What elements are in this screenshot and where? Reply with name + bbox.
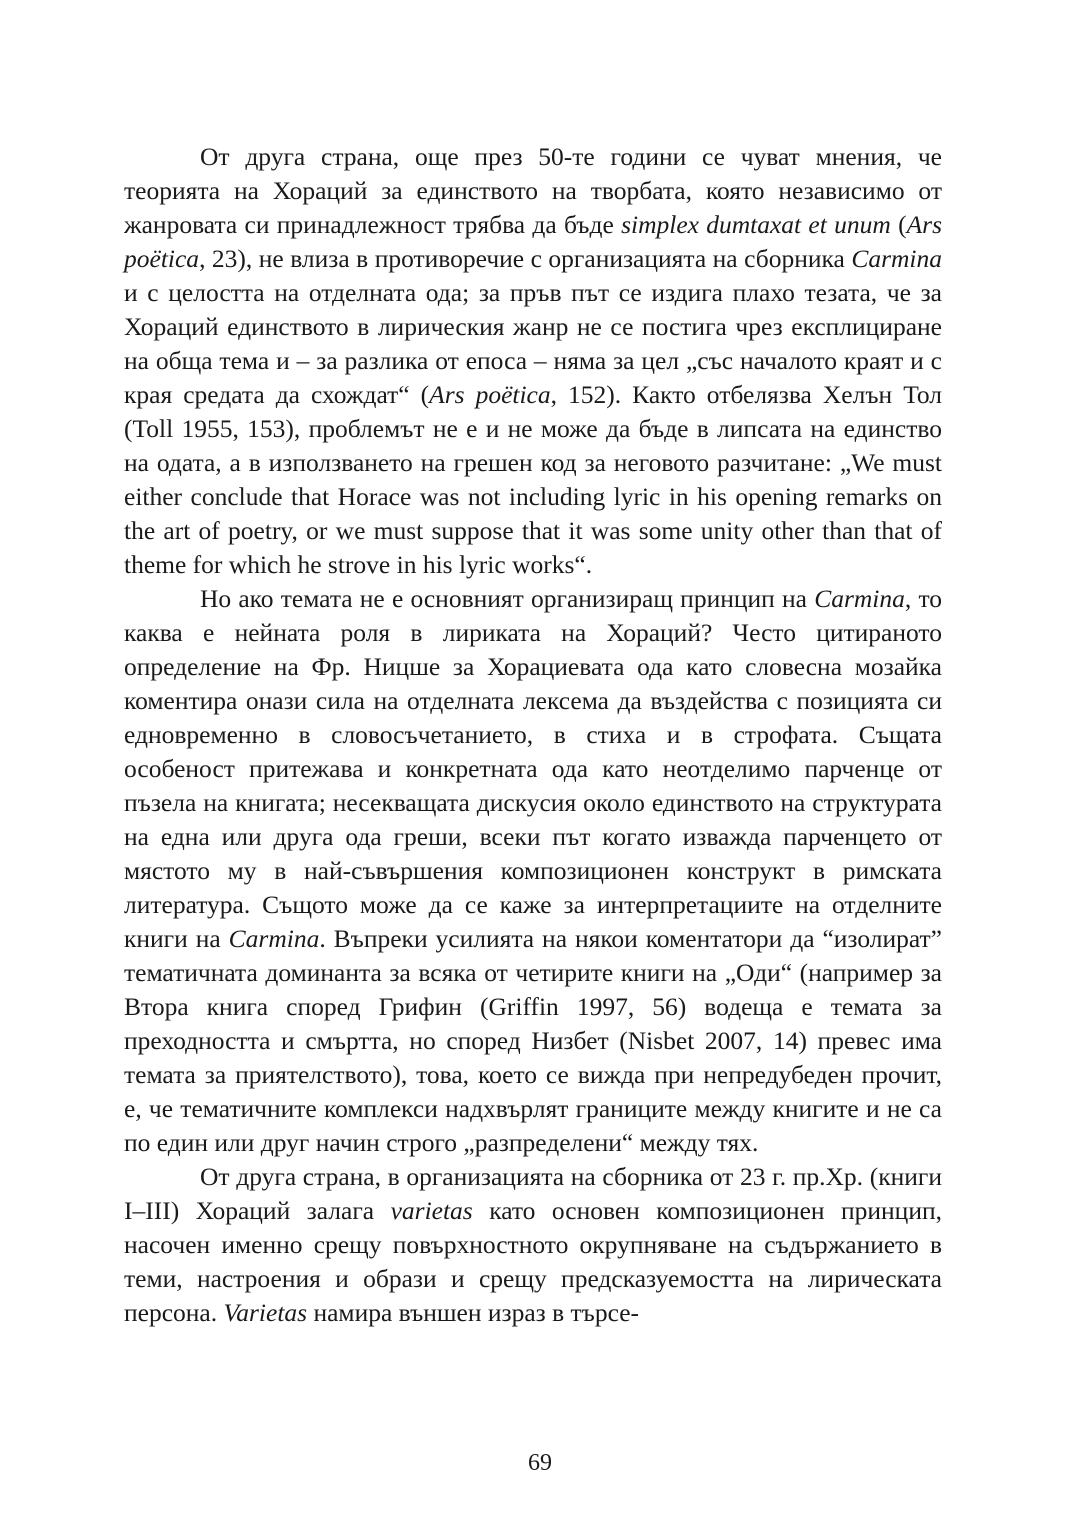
text-segment: , 152). Както отбелязва Хелън Тол (Toll 1955, 153), проблемът не е и не може да бъде в липсата на единство на одата, а в използването на грешен код за неговото разчитане: „We must either conclude that Horace was not including lyric in his opening remarks on the art of poetry, or we must suppose that it was some unity other than that of theme for which he strove in his lyric works“. [124, 380, 943, 579]
text-segment-italic: varietas [390, 1196, 473, 1225]
page-number: 69 [528, 1450, 552, 1476]
text-segment-italic: simplex dumtaxat et unum [621, 210, 891, 239]
text-segment: намира външен израз в търсе- [307, 1298, 640, 1327]
text-segment: и с целостта на отделната ода; за пръв път се издига плахо тезата, че за Хораций единството в лирическия жанр не се постига чрез експлициране на обща тема и – за разлика от епоса – няма за цел „със началото краят и с края средата да схождат“ ( [124, 278, 942, 409]
text-segment: . Въпреки усилията на някои коментатори да “изолират” тематичната доминанта за всяка от четирите книги на „Оди“ (например за Втора книга според Грифин (Griffin 1997, 56) водеща е темата за преходността и смъртта, но според Низбет (Nisbet 2007, 14) превес има темата за приятелството), това, което се вижда при непредубеден прочит, е, че тематичните комплекси надхвърлят границите между книгите и не са по един или друг начин строго „разпределени“ между тях. [124, 924, 942, 1157]
paragraph-1 [124, 140, 942, 582]
text-segment-italic: Ars poëtica [429, 380, 551, 409]
text-segment: , то каква е нейната роля в лириката на Хораций? Често цитираното определение на Фр. Ницше за Хорациевата ода като словесна мозайка коментира онази сила на отделната лексема да въздейства с позицията си едновременно в словосъчетанието, в стиха и в строфата. Същата особеност притежава и конкретната ода като неотделимо парченце от пъзела на книгата; несекващата дискусия около единството на структурата на една или друга ода греши, всеки път когато изважда парченцето от мястото му в най-съвършения композиционен конструкт в римската литература. Същото може да се каже за интерпретациите на отделните книги на [124, 584, 943, 953]
text-segment: , 23), не влиза в противоречие с организацията на сборника [199, 244, 852, 273]
text-segment: От друга страна, още през 50-те години се чуват мнения, че теорията на Хораций за единството на творбата, която независимо от жанровата си принадлежност трябва да бъде [124, 142, 942, 239]
text-segment: като основен композиционен принцип, насочен именно срещу повърхностното окрупняване на съдържанието в теми, настроения и образи и срещу предсказуемостта на лирическата персона. [124, 1196, 942, 1327]
page-body [124, 140, 942, 1330]
paragraph-2 [124, 582, 942, 1160]
text-segment: От друга страна, в организацията на сборника от 23 г. пр.Хр. (книги I–III) Хораций залага [124, 1162, 942, 1225]
paragraph-3 [124, 1160, 942, 1330]
text-segment-italic: Ars poëtica [124, 210, 942, 273]
text-segment-italic: Carmina [851, 244, 942, 273]
text-segment: ( [890, 210, 907, 239]
text-segment: Но ако темата не е основният организиращ принцип на [200, 584, 815, 613]
text-segment-italic: Carmina [814, 584, 905, 613]
text-segment-italic: Varietas [223, 1298, 308, 1327]
text-segment-italic: Carmina [228, 924, 320, 953]
